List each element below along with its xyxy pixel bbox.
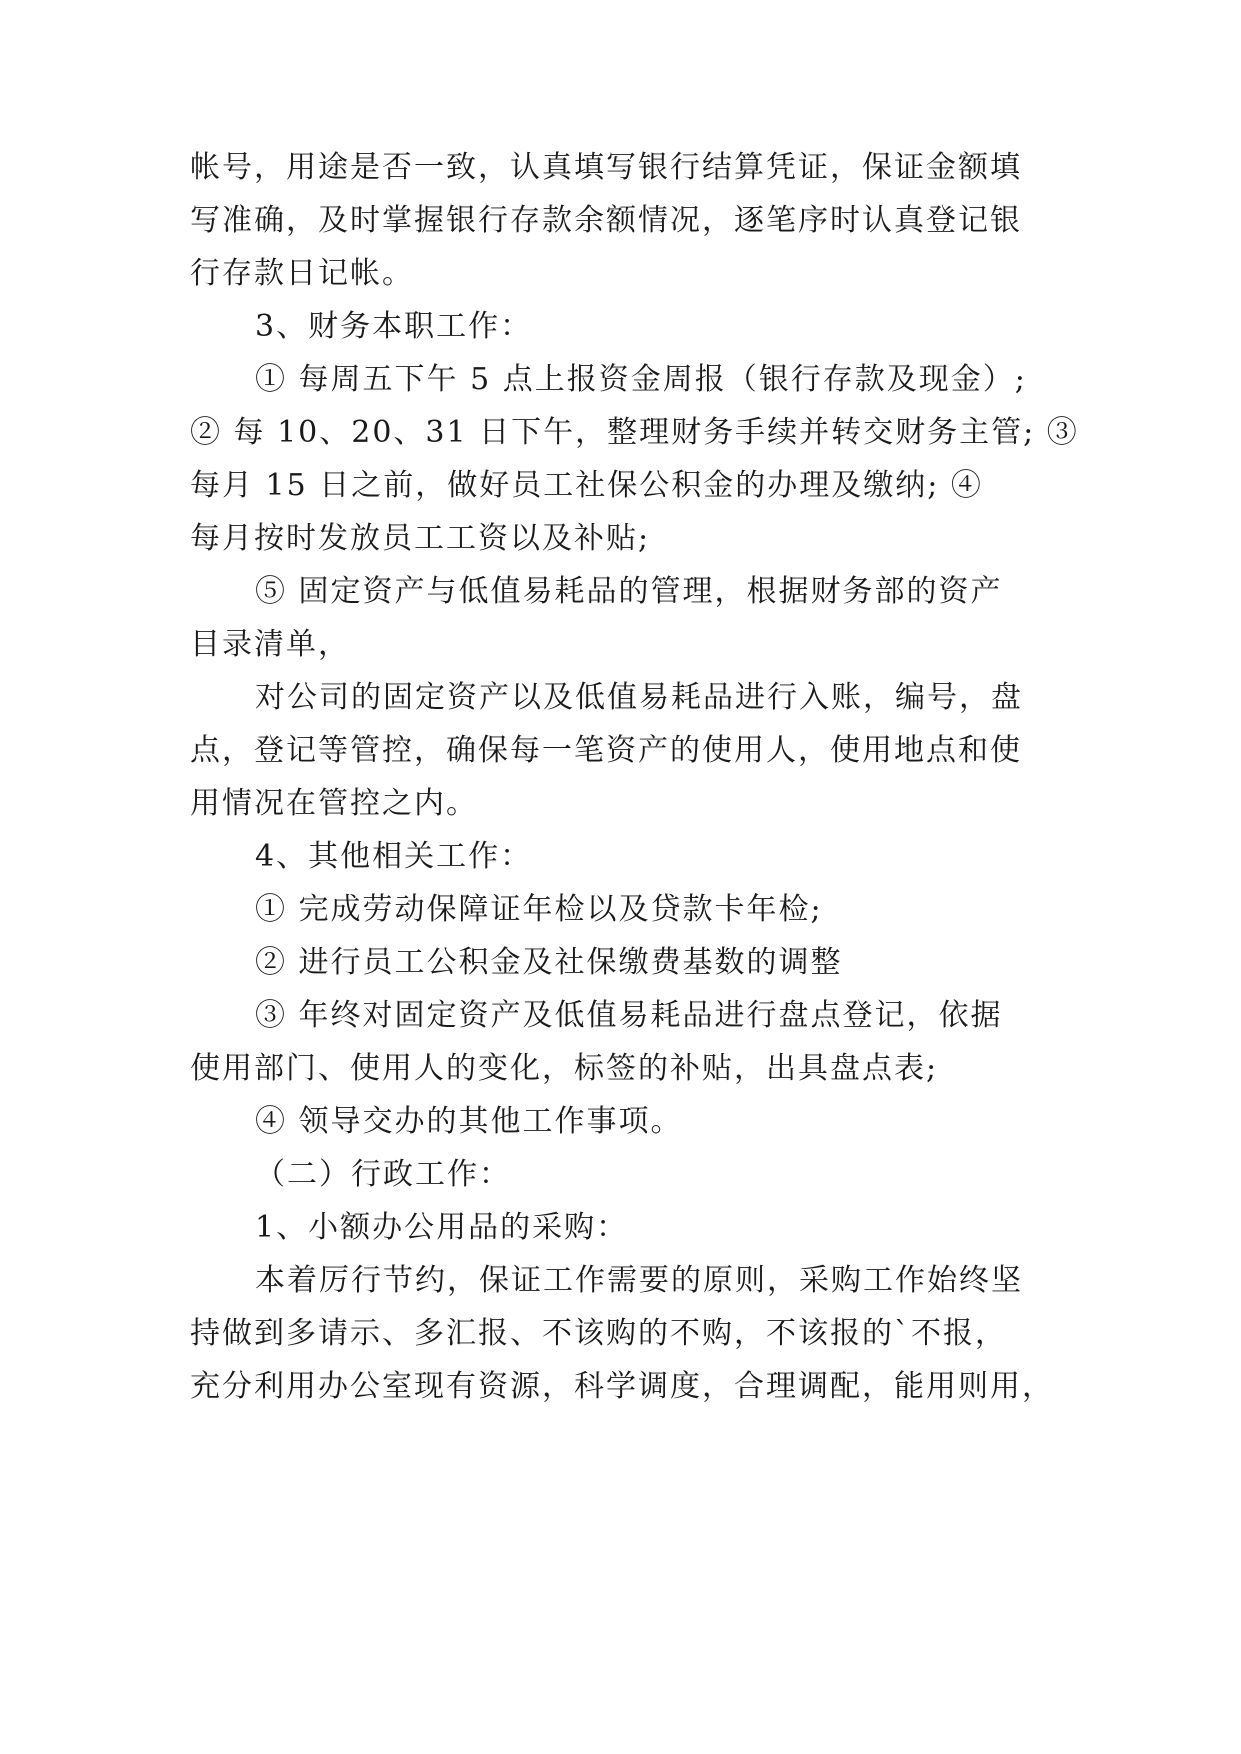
- text-line-24: 充分利用办公室现有资源，科学调度，合理调配，能用则用，: [190, 1369, 1054, 1404]
- subsection-heading-1: 1、小额办公用品的采购：: [255, 1210, 629, 1245]
- text-line-9: ⑤ 固定资产与低值易耗品的管理，根据财务部的资产: [255, 574, 1003, 609]
- text-line-22: 本着厉行节约，保证工作需要的原则，采购工作始终坚: [255, 1263, 1023, 1298]
- text-line-6: ② 每 10、20、31 日下午，整理财务手续并转交财务主管; ③: [190, 415, 1079, 450]
- text-line-1: 帐号，用途是否一致，认真填写银行结算凭证，保证金额填: [190, 150, 1022, 185]
- text-line-8: 每月按时发放员工工资以及补贴;: [190, 521, 651, 556]
- text-line-11: 对公司的固定资产以及低值易耗品进行入账，编号，盘: [255, 680, 1023, 715]
- text-line-15: ① 完成劳动保障证年检以及贷款卡年检;: [255, 892, 823, 927]
- text-line-17: ③ 年终对固定资产及低值易耗品进行盘点登记，依据: [255, 998, 1003, 1033]
- text-line-16: ② 进行员工公积金及社保缴费基数的调整: [255, 945, 843, 980]
- text-line-19: ④ 领导交办的其他工作事项。: [255, 1104, 683, 1139]
- text-line-23: 持做到多请示、多汇报、不该购的不购，不该报的`不报，: [190, 1316, 1007, 1351]
- text-line-18: 使用部门、使用人的变化，标签的补贴，出具盘点表;: [190, 1051, 939, 1086]
- text-line-7: 每月 15 日之前，做好员工社保公积金的办理及缴纳; ④: [190, 468, 983, 503]
- section-heading-3: 3、财务本职工作：: [255, 309, 533, 344]
- section-heading-4: 4、其他相关工作：: [255, 839, 533, 874]
- text-line-2: 写准确，及时掌握银行存款余额情况，逐笔序时认真登记银: [190, 203, 1022, 238]
- text-line-5: ① 每周五下午 5 点上报资金周报（银行存款及现金）;: [255, 362, 1027, 397]
- text-line-13: 用情况在管控之内。: [190, 786, 478, 821]
- text-line-3: 行存款日记帐。: [190, 256, 414, 291]
- text-line-10: 目录清单，: [190, 627, 350, 662]
- section-heading-admin: （二）行政工作：: [255, 1157, 511, 1192]
- text-line-12: 点，登记等管控，确保每一笔资产的使用人，使用地点和使: [190, 733, 1022, 768]
